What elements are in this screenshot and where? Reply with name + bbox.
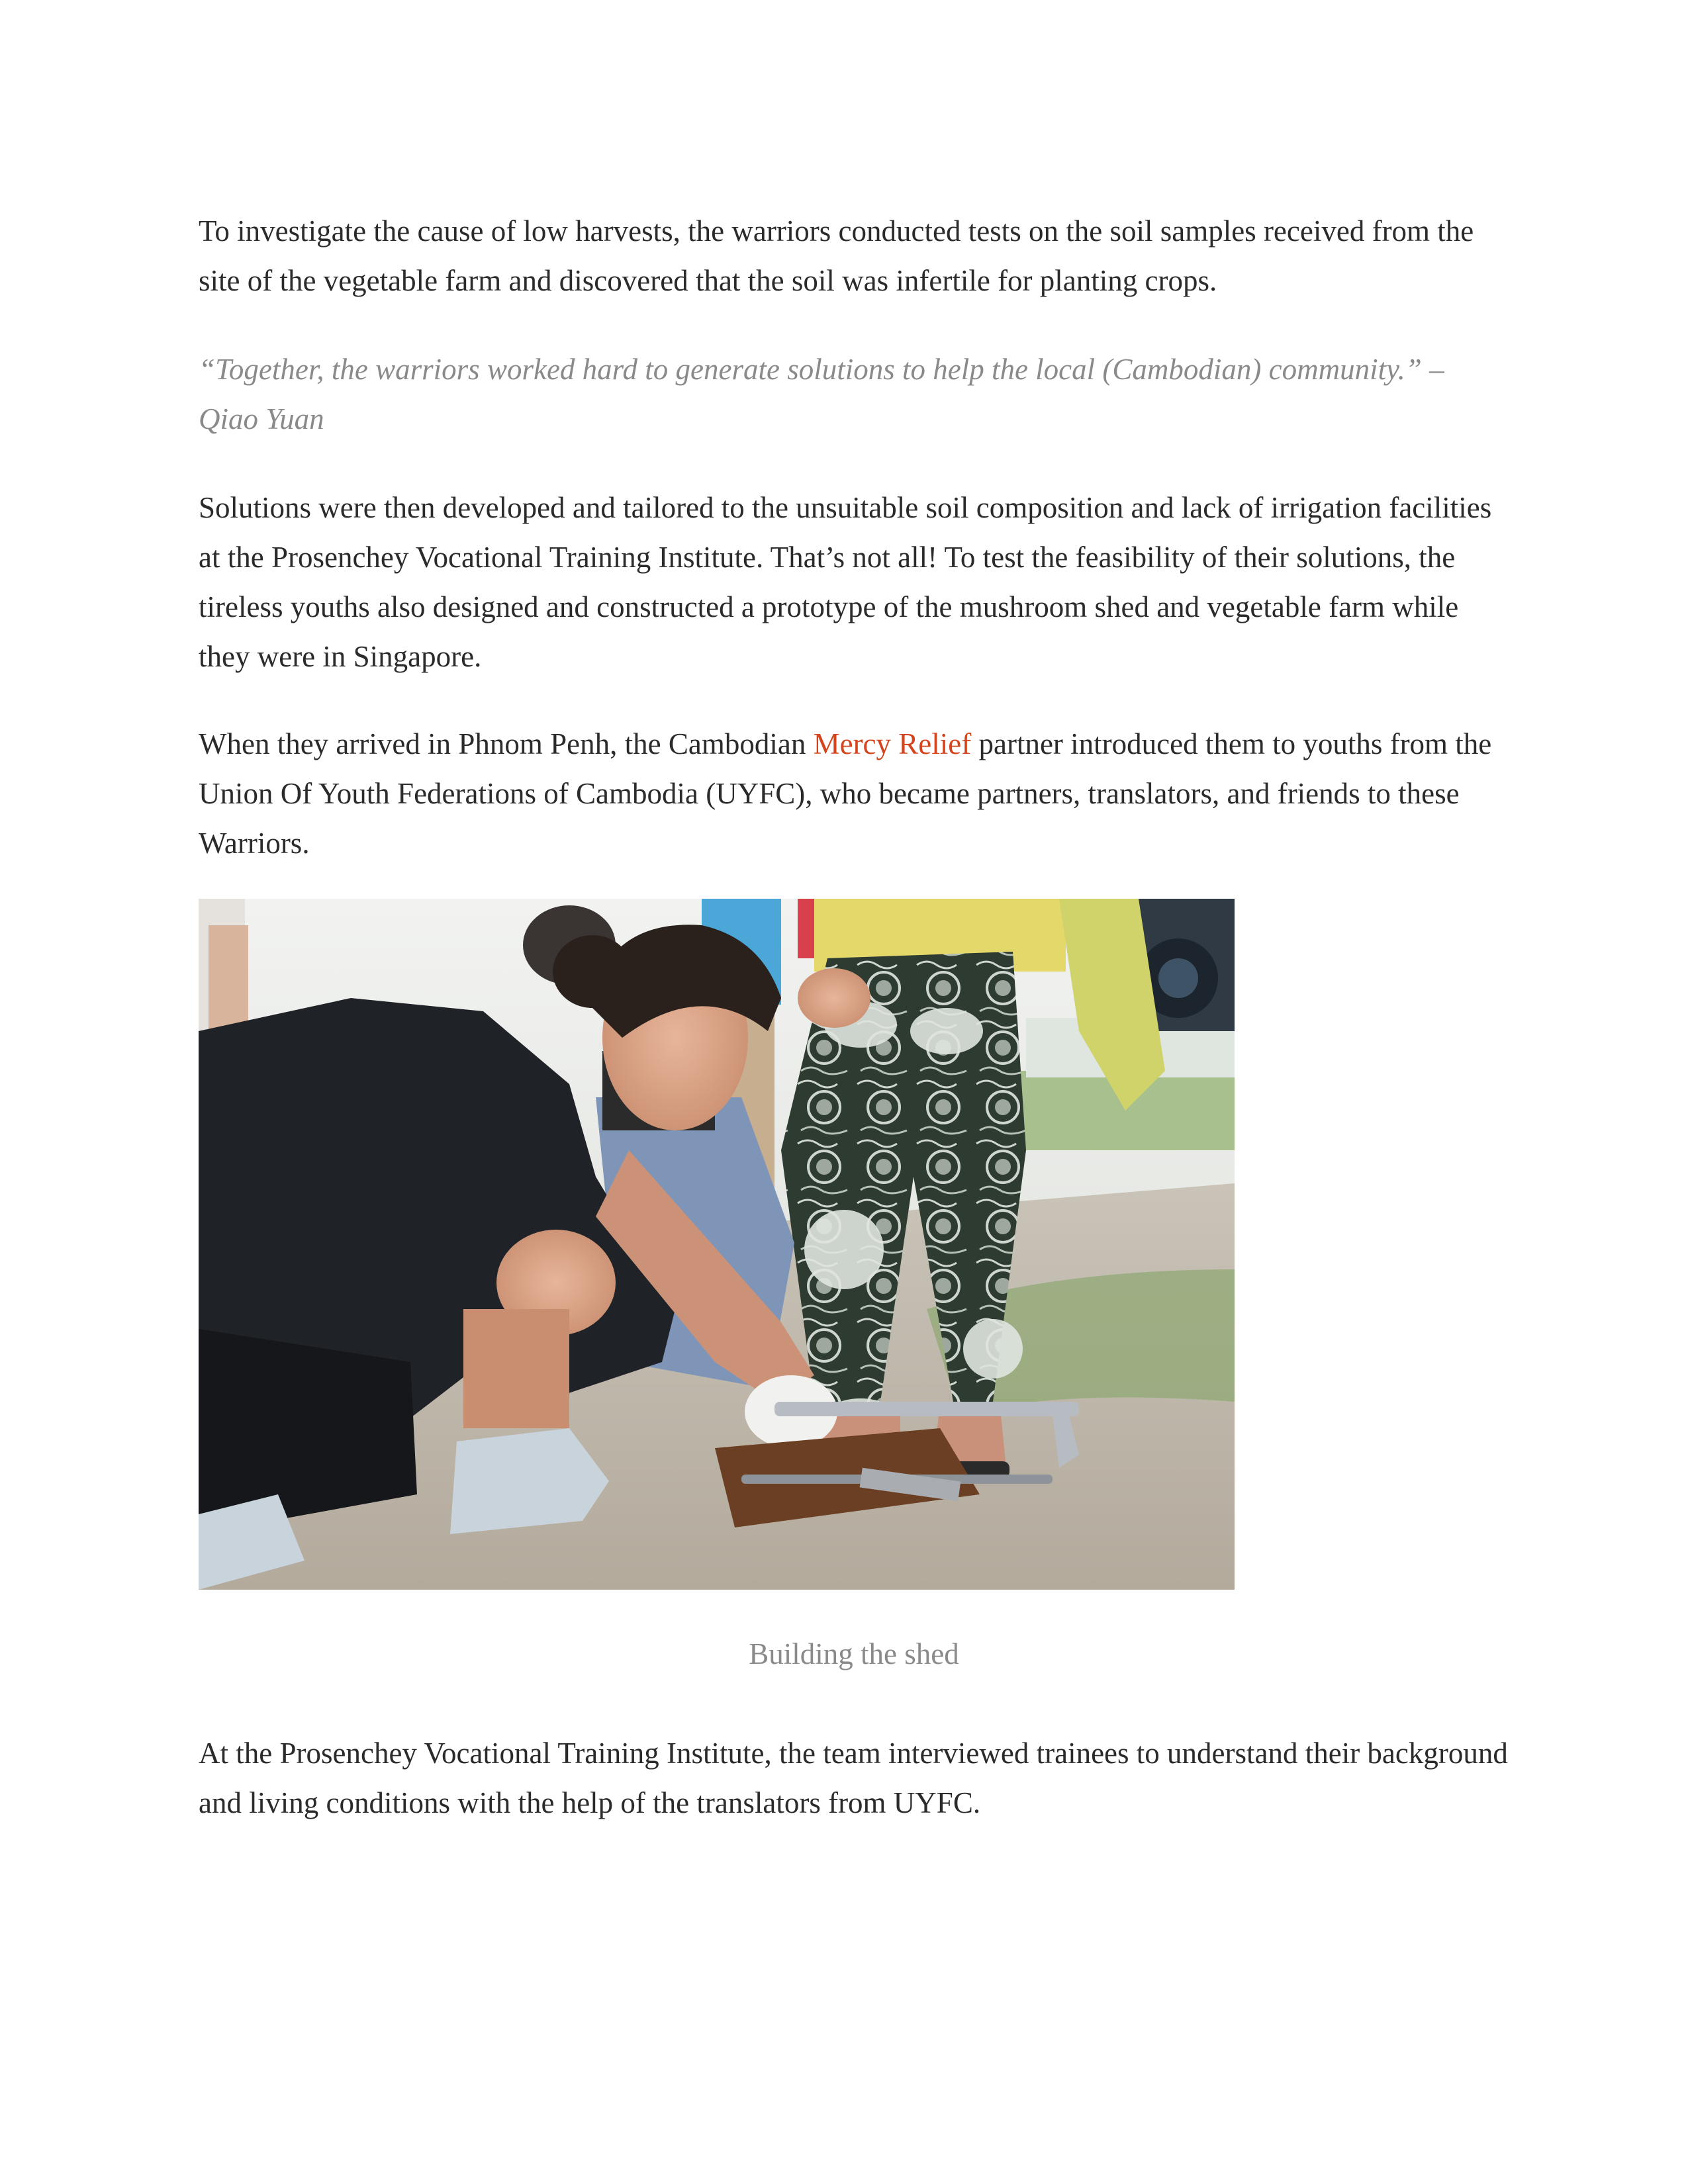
photo-building-shed [199,899,1235,1590]
paragraph-soil-tests: To investigate the cause of low harvests, the warriors conducted tests on the soil samples received from the site of the vegetable farm and discovered that the soil was infertile for planting crops. [199,214,1474,297]
paragraph-interviews: At the Prosenchey Vocational Training Institute, the team interviewed trainees to understand their background and living conditions with the help of the translators from UYFC. [199,1737,1508,1819]
pull-quote: “Together, the warriors worked hard to generate solutions to help the local (Cambodian) community.” – Qiao Yuan [199,353,1444,435]
paragraph-arrival-text-end: partner introduced them to youths from the Union Of Youth Federations of Cambodia (UYFC), who became partners, translators, and friends to these Warriors. [199,727,1492,860]
paragraph-arrival-text-start: When they arrived in Phnom Penh, the Cambodian [199,727,814,760]
paragraph-solutions: Solutions were then developed and tailored to the unsuitable soil composition and lack of irrigation facilities at the Prosenchey Vocational Training Institute. That’s not all! To test the feasibility of their solutions, the tireless youths also designed and constructed a prototype of the mushroom shed and vegetable farm while they were in Singapore. [199,491,1492,673]
mercy-relief-link[interactable]: Mercy Relief [813,727,972,760]
photo-caption: Building the shed [749,1637,959,1670]
paragraph-arrival [199,719,1509,868]
